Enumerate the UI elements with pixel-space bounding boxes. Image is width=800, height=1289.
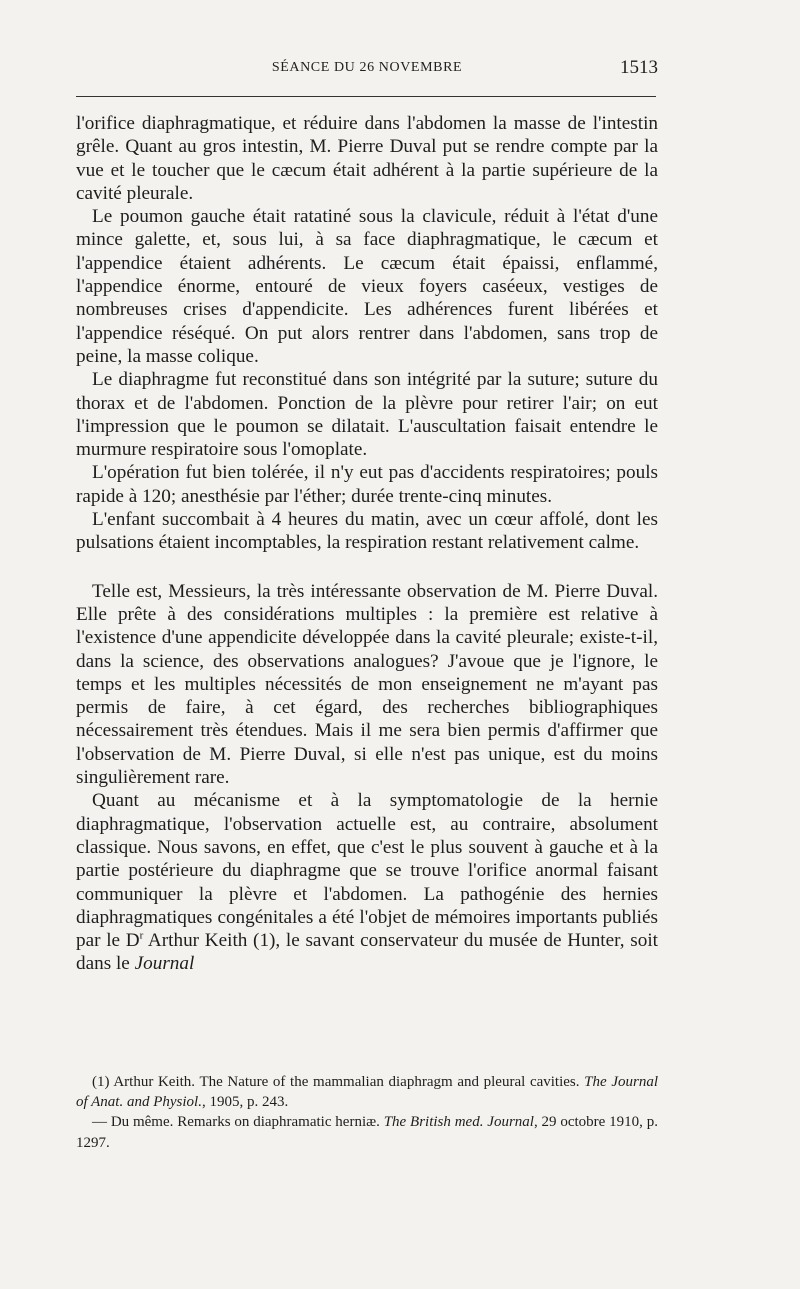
- footnote-2-journal: The British med. Journal: [383, 1114, 534, 1131]
- footnote-1: [76, 1072, 658, 1112]
- running-header: [76, 57, 658, 81]
- paragraph-3: Le diaphragme fut reconstitué dans son intégrité par la suture; suture du thorax et de l'abdomen. Ponction de la plèvre pour retirer l'air; on eut l'impression que le poumon se dilatait. L'auscultation faisait entendre le murmure respiratoire sous l'omoplate.: [76, 369, 658, 461]
- paragraph-6: Telle est, Messieurs, la très intéressante observation de M. Pierre Duval. Elle prête à des considérations multiples : la première est relative à l'existence d'une appendicite développée dans la cavité pleurale; existe-t-il, dans la science, des observations analogues? J'avoue que je l'ignore, le temps et les multiples nécessités de mon enseignement ne m'ayant pas permis de faire, à cet égard, des recherches bibliographiques nécessairement très étendues. Mais il me sera bien permis d'affirmer que l'observation de M. Pierre Duval, si elle n'est pas unique, est du moins singulièrement rare.: [76, 580, 658, 789]
- paragraph-2: Le poumon gauche était ratatiné sous la clavicule, réduit à l'état d'une mince galette, et, sous lui, à sa face diaphragmatique, le cæcum et l'appendice étaient adhérents. Le cæcum était épaissi, enflammé, l'appendice énorme, entouré de vieux foyers caséeux, vestiges de nombreuses crises d'appendicite. Les adhérences furent libérées et l'appendice réséqué. On put alors rentrer dans l'abdomen, sans trop de peine, la masse colique.: [76, 206, 658, 367]
- paragraph-7: [76, 789, 658, 975]
- running-title: SÉANCE DU 26 NOVEMBRE: [271, 60, 463, 75]
- footnote-2-text-a: — Du même. Remarks on diaphramatic herniæ.: [92, 1114, 384, 1131]
- footnotes: [76, 1072, 658, 1153]
- paragraph-4: L'opération fut bien tolérée, il n'y eut pas d'accidents respiratoires; pouls rapide à 120; anesthésie par l'éther; durée trente-cinq minutes.: [76, 462, 658, 507]
- paragraph-1: l'orifice diaphragmatique, et réduire dans l'abdomen la masse de l'intestin grêle. Quant au gros intestin, M. Pierre Duval put se rendre compte par la vue et le toucher que le cæcum était adhérent à la partie supérieure de la cavité pleurale.: [76, 113, 658, 204]
- footnote-1-text-b: , 1905, p. 243.: [201, 1094, 289, 1111]
- paragraph-7-italic: Journal: [134, 953, 195, 975]
- main-text: [76, 112, 658, 976]
- paragraph-7-text-a: Quant au mécanisme et à la symptomatologie de la hernie diaphragmatique, l'observation actuelle est, au contraire, absolument classique. Nous savons, en effet, que c'est le plus souvent à gauche et à la partie postérieure du diaphragme que se trouve l'orifice anormal faisant communiquer la plèvre et l'abdomen. La pathogénie des hernies diaphragmatiques congénitales a été l'objet de mémoires importants publiés par le D: [76, 790, 658, 952]
- page-number: 1513: [620, 57, 658, 78]
- footnote-2: [76, 1112, 658, 1152]
- doctor-abbrev-superscript: r: [139, 929, 144, 942]
- footnote-1-journal: The Journal of Anat. and Physiol.: [76, 1074, 658, 1111]
- paragraph-7-text-b: Arthur Keith (1), le savant conservateur du musée de Hunter, soit dans le: [76, 930, 658, 975]
- footnote-1-text-a: (1) Arthur Keith. The Nature of the mammalian diaphragm and pleural cavities.: [92, 1074, 585, 1090]
- footnote-2-text-b: , 29 octobre 1910, p. 1297.: [76, 1114, 658, 1151]
- header-rule: [76, 96, 656, 97]
- paragraph-5: L'enfant succombait à 4 heures du matin, avec un cœur affolé, dont les pulsations étaient incomptables, la respiration restant relativement calme.: [76, 509, 658, 554]
